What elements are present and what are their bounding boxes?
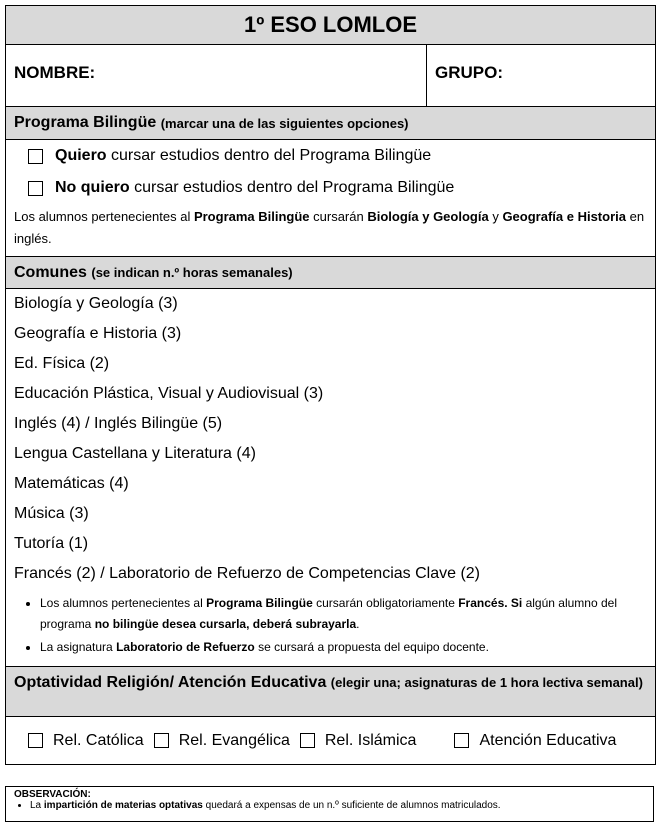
note-bold: Programa Bilingüe xyxy=(193,209,310,224)
note-bold: Programa Bilingüe xyxy=(206,596,313,610)
bilingual-heading-sub: (marcar una de las siguientes opciones) xyxy=(160,115,409,131)
note-text: cursarán xyxy=(309,209,368,224)
bilingual-option-no[interactable] xyxy=(6,172,655,204)
note-text: se cursará a propuesta del equipo docente. xyxy=(254,640,489,654)
bilingual-heading xyxy=(6,107,655,140)
note-bold: Laboratorio de Refuerzo xyxy=(116,640,255,654)
subject-item: Inglés (4) / Inglés Bilingüe (5) xyxy=(14,415,223,432)
optional-heading-sub: (elegir una; asignaturas de 1 hora lectiva semanal) xyxy=(330,675,643,690)
checkbox-bilingual-yes[interactable] xyxy=(28,149,43,164)
note-text: algún alumno del programa xyxy=(40,596,617,631)
option-catholic-label: Rel. Católica xyxy=(53,731,144,749)
bilingual-option-yes[interactable] xyxy=(6,140,655,172)
name-field[interactable] xyxy=(6,45,427,106)
student-info-row xyxy=(6,45,655,107)
optional-heading-title: Optatividad Religión/ Atención Educativa xyxy=(14,674,327,691)
common-heading-sub: (se indican n.º horas semanales) xyxy=(91,265,293,280)
group-label: GRUPO: xyxy=(435,63,503,82)
common-notes xyxy=(6,589,655,666)
note-text: Los alumnos pertenecientes al xyxy=(40,596,207,610)
subject-item: Educación Plástica, Visual y Audiovisual (3) xyxy=(14,385,324,402)
common-heading-title: Comunes xyxy=(14,263,87,281)
observation-title: OBSERVACIÓN: xyxy=(14,789,91,800)
observation-box xyxy=(5,786,654,822)
option-no-bold: No quiero xyxy=(55,179,130,196)
option-educational-attention-label: Atención Educativa xyxy=(479,731,617,749)
optional-heading xyxy=(6,666,655,717)
subject-item: Música (3) xyxy=(14,505,89,522)
note-bold: no bilingüe desea cursarla, deberá subrayarla xyxy=(94,617,357,631)
common-heading xyxy=(6,256,655,289)
french-note xyxy=(40,593,647,635)
optional-options xyxy=(6,717,655,764)
subject-item: Ed. Física (2) xyxy=(14,355,110,372)
lab-note xyxy=(40,637,647,658)
checkbox-islamic[interactable] xyxy=(300,733,315,748)
subject-item: Geografía e Historia (3) xyxy=(14,325,182,342)
note-text: quedará a expensas de un n.º suficiente de alumnos matriculados. xyxy=(202,800,501,811)
bilingual-heading-title: Programa Bilingüe xyxy=(14,114,157,131)
subject-item: Matemáticas (4) xyxy=(14,475,129,492)
option-educational-attention[interactable] xyxy=(454,732,616,750)
note-text: La asignatura xyxy=(40,640,117,654)
group-field[interactable] xyxy=(427,45,655,106)
enrollment-form xyxy=(5,5,656,765)
observation-note xyxy=(30,800,645,811)
option-islamic[interactable] xyxy=(300,732,417,750)
subject-item: Francés (2) / Laboratorio de Refuerzo de Competencias Clave (2) xyxy=(14,565,480,582)
option-evangelical[interactable] xyxy=(154,732,290,750)
note-bold: Francés. Si xyxy=(458,596,523,610)
name-label: NOMBRE: xyxy=(14,63,96,82)
note-bold: Geografía e Historia xyxy=(502,209,626,224)
note-text: en inglés. xyxy=(14,209,645,246)
note-text: y xyxy=(488,209,503,224)
note-text: . xyxy=(356,617,360,631)
option-no-text: cursar estudios dentro del Programa Bilingüe xyxy=(129,179,455,196)
note-bold: Biología y Geología xyxy=(367,209,489,224)
checkbox-catholic[interactable] xyxy=(28,733,43,748)
option-catholic[interactable] xyxy=(28,732,144,750)
note-text: cursarán obligatoriamente xyxy=(312,596,459,610)
subject-item: Lengua Castellana y Literatura (4) xyxy=(14,445,256,462)
note-bold: impartición de materias optativas xyxy=(43,800,203,811)
note-text: La xyxy=(30,800,44,811)
option-islamic-label: Rel. Islámica xyxy=(324,731,417,749)
option-yes-text: cursar estudios dentro del Programa Bilingüe xyxy=(106,147,432,164)
subject-item: Tutoría (1) xyxy=(14,535,89,552)
note-text: Los alumnos pertenecientes al xyxy=(14,209,194,224)
form-title: 1º ESO LOMLOE xyxy=(6,6,655,45)
checkbox-educational-attention[interactable] xyxy=(454,733,469,748)
subject-item: Biología y Geología (3) xyxy=(14,295,178,312)
option-evangelical-label: Rel. Evangélica xyxy=(178,731,290,749)
bilingual-note xyxy=(6,204,655,256)
option-yes-bold: Quiero xyxy=(55,147,107,164)
checkbox-bilingual-no[interactable] xyxy=(28,181,43,196)
checkbox-evangelical[interactable] xyxy=(154,733,169,748)
